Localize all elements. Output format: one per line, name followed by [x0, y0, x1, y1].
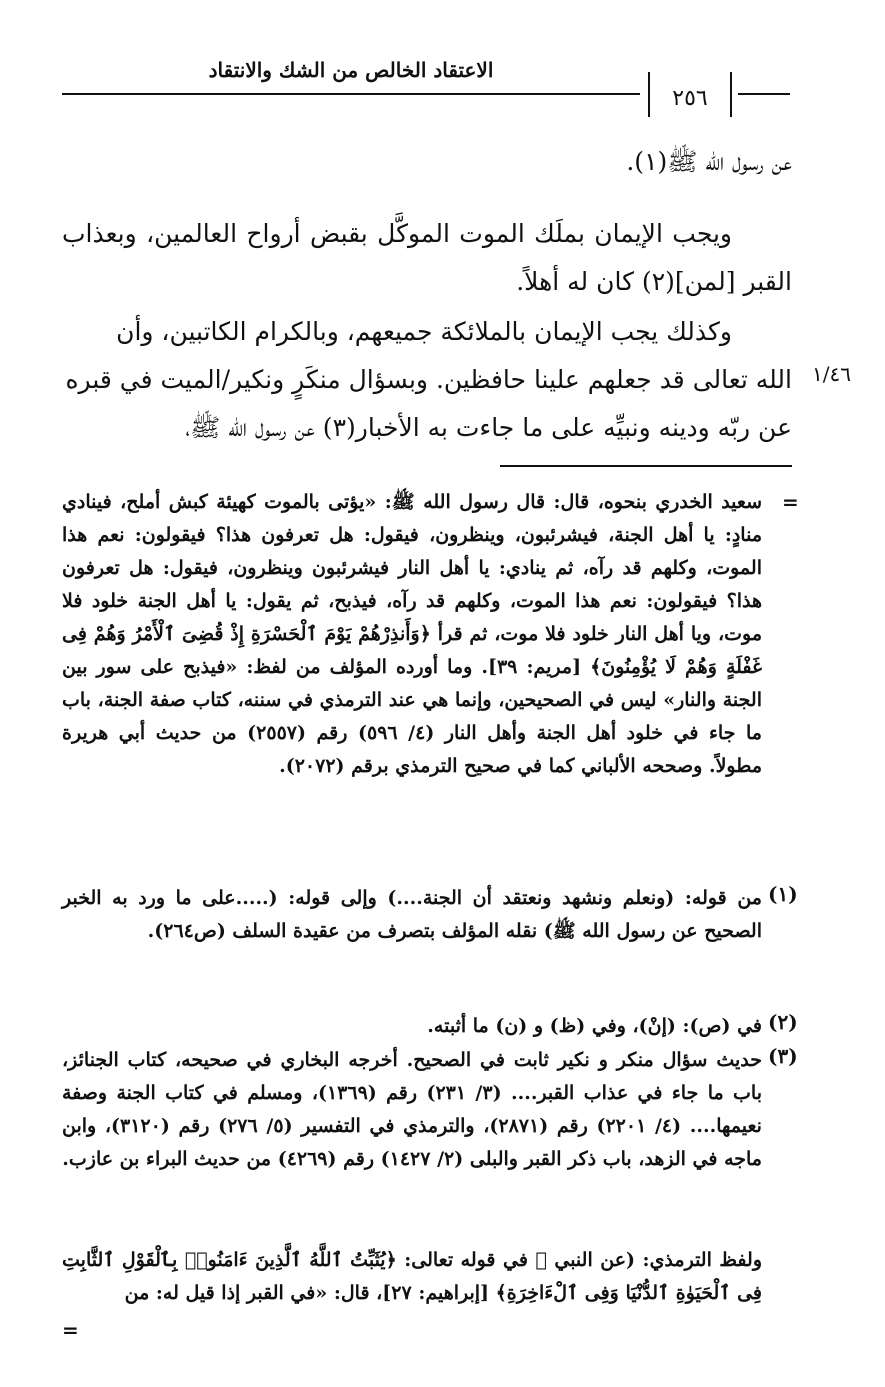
footnote: في (ص): (إنْ)، وفي (ظ) و (ن) ما أثبته. [427, 1015, 762, 1037]
manuscript-folio-note: ١/٤٦ [812, 362, 851, 386]
running-title: الاعتقاد الخالص من الشك والانتقاد [208, 58, 494, 82]
header-rule-right [738, 93, 790, 95]
footnote-continuation: سعيد الخدري بنحوه، قال: قال رسول الله ﷺ: «يؤتى بالموت كهيئة كبش أملح، فينادي منادٍ: يا أهل الجنة، فيشرئبون، وينظرون، فيقول: هل تعرفون هذا؟ فيقولون: نعم هذا الموت، وكلهم قد رآه، ثم ينادي: يا أهل النار فيشرئبون وينظرون، فيقول: هل تعرفون هذا؟ فيقولون: نعم هذا الموت، وكلهم قد رآه، فيذبح، ثم يقول: يا أهل الجنة خلود فلا موت، ويا أهل النار خلود فلا موت، ثم قرأ ﴿وَأَنذِرْهُمْ يَوْمَ ٱلْحَسْرَةِ إِذْ قُضِىَ ٱلْأَمْرُ وَهُمْ فِى غَفْلَةٍ وَهُمْ لَا يُؤْمِنُونَ﴾ [مريم: ٣٩]. وما أورده المؤلف من لفظ: «فيذبح على سور بين الجنة والنار» ليس في الصحيحين، وإنما هي عند الترمذي في سننه، كتاب صفة الجنة، باب ما جاء في خلود أهل الجنة وأهل النار (٤/ ٥٩٦) رقم (٢٥٥٧) من حديث أبي هريرة مطولاً. وصححه الألباني كما في صحيح الترمذي برقم (٢٠٧٢). [62, 491, 762, 777]
footnote: حديث سؤال منكر و نكير ثابت في الصحيح. أخرجه البخاري في صحيحه، كتاب الجنائز، باب ما جاء في عذاب القبر.... (٣/ ٢٣١) رقم (١٣٦٩)، ومسلم في كتاب الجنة وصفة نعيمها.... (٤/ ٢٢٠١) رقم (٢٨٧١)، والترمذي في التفسير (٥/ ٢٧٦) رقم (٣١٢٠)، وابن ماجه في الزهد، باب ذكر القبر والبلى (٢/ ١٤٢٧) رقم (٤٢٦٩) من حديث البراء بن عازب. [62, 1049, 762, 1170]
body-line: وكذلك يجب الإيمان بالملائكة جميعهم، وبالكرام الكاتبين، وأن [116, 317, 732, 346]
body-paragraph: عن رسول الله ﷺ(١). [626, 147, 792, 176]
continuation-mark: = [782, 490, 799, 514]
footnote-number: (١) [768, 882, 798, 906]
page-number: ٢٥٦ [672, 86, 708, 111]
footnote-number: (٢) [768, 1010, 798, 1034]
body-paragraph: ويجب الإيمان بملَك الموت الموكَّل بقبض أرواح العالمين، وبعذاب القبر [لمن](٢) كان له أهلاً. [62, 219, 792, 296]
footnote-number: (٣) [768, 1044, 798, 1068]
body-line: عن ربّه ودينه ونبيِّه على ما جاءت به الأخبار(٣) عن رسول الله ﷺ، [185, 413, 792, 442]
continuation-mark: = [62, 1318, 79, 1342]
header-divider [648, 72, 650, 117]
header-rule-left [62, 93, 640, 95]
header-divider [730, 72, 732, 117]
body-line: الله تعالى قد جعلهم علينا حافظين. وبسؤال منكَرٍ ونكير/الميت في قبره [65, 365, 792, 394]
footnote-continued-text: ولفظ الترمذي: (عن النبي ﷺ في قوله تعالى: ﴿يُثَبِّتُ ٱللَّهُ ٱلَّذِينَ ءَامَنُوا۟ بِٱلْقَوْلِ ٱلثَّابِتِ فِى ٱلْحَيَوٰةِ ٱلدُّنْيَا وَفِى ٱلْءَاخِرَةِ﴾ [إبراهيم: ٢٧]، قال: «في القبر إذا قيل له: من [62, 1249, 762, 1304]
footnote: من قوله: (ونعلم ونشهد ونعتقد أن الجنة....) وإلى قوله: (.....على ما ورد به الخبر الصحيح عن رسول الله ﷺ) نقله المؤلف بتصرف من عقيدة السلف (ص٢٦٤). [62, 887, 762, 942]
footnote-separator [500, 465, 792, 467]
